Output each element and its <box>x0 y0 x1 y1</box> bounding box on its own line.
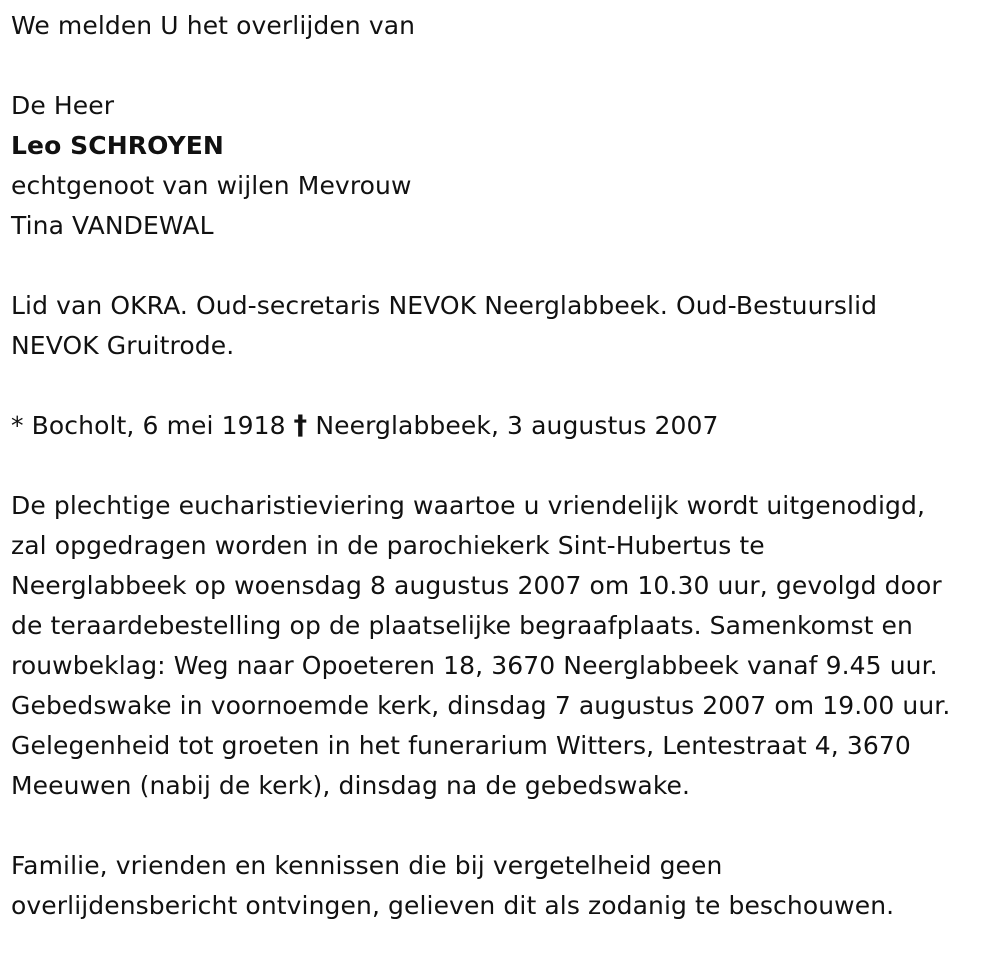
dates-line <box>11 406 996 446</box>
ceremony-line: Gebedswake in voornoemde kerk, dinsdag 7 augustus 2007 om 19.00 uur. <box>11 691 951 720</box>
membership-line: Lid van OKRA. Oud-secretaris NEVOK Neerglabbeek. Oud-Bestuurslid <box>11 291 878 320</box>
membership-line: NEVOK Gruitrode. <box>11 331 235 360</box>
honorific: De Heer <box>11 91 115 120</box>
death-info: Neerglabbeek, 3 augustus 2007 <box>315 411 719 440</box>
closing-line: overlijdensbericht ontvingen, gelieven dit als zodanig te beschouwen. <box>11 891 895 920</box>
spouse-line-2: Tina VANDEWAL <box>11 211 214 240</box>
spacer <box>11 46 996 86</box>
ceremony-line: de teraardebestelling op de plaatselijke begraafplaats. Samenkomst en <box>11 611 913 640</box>
spacer <box>11 446 996 486</box>
spouse-line-1: echtgenoot van wijlen Mevrouw <box>11 171 412 200</box>
birth-info: * Bocholt, 6 mei 1918 <box>11 411 286 440</box>
ceremony-line: rouwbeklag: Weg naar Opoeteren 18, 3670 Neerglabbeek vanaf 9.45 uur. <box>11 651 938 680</box>
intro-text: We melden U het overlijden van <box>11 11 416 40</box>
ceremony-line: zal opgedragen worden in de parochiekerk Sint-Hubertus te <box>11 531 765 560</box>
death-notice <box>11 0 996 926</box>
ceremony-line: Meeuwen (nabij de kerk), dinsdag na de gebedswake. <box>11 771 691 800</box>
ceremony-line: Neerglabbeek op woensdag 8 augustus 2007 om 10.30 uur, gevolgd door <box>11 571 942 600</box>
spacer <box>11 246 996 286</box>
ceremony-line: Gelegenheid tot groeten in het funerarium Witters, Lentestraat 4, 3670 <box>11 731 911 760</box>
spacer <box>11 806 996 846</box>
deceased-name: Leo SCHROYEN <box>11 131 224 160</box>
cross-icon: † <box>293 410 308 441</box>
closing-line: Familie, vrienden en kennissen die bij vergetelheid geen <box>11 851 723 880</box>
spacer <box>11 366 996 406</box>
ceremony-line: De plechtige eucharistieviering waartoe u vriendelijk wordt uitgenodigd, <box>11 491 926 520</box>
